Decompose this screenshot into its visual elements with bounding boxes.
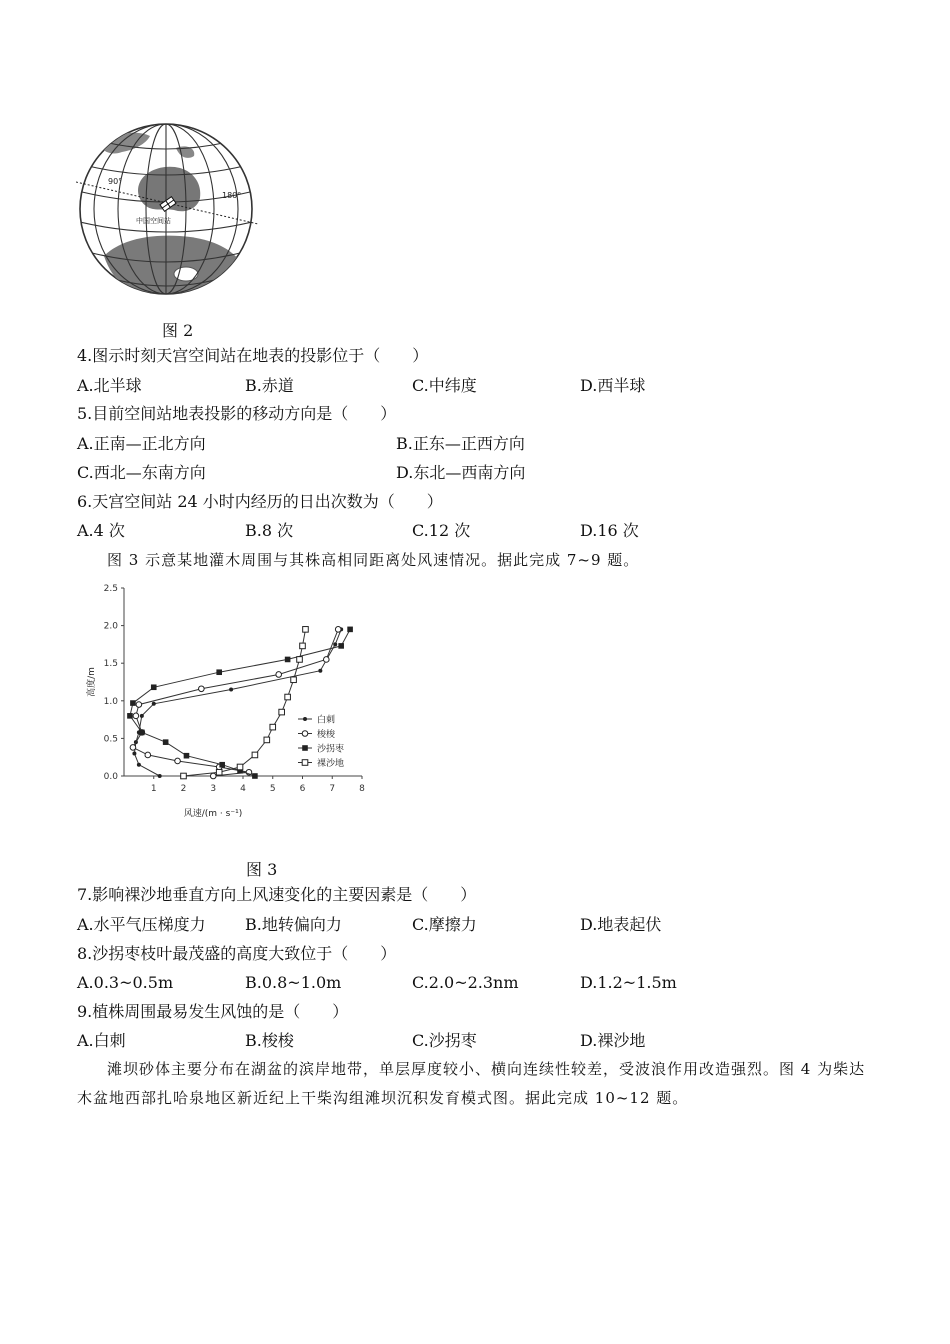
- x-tick-label: 4: [240, 784, 246, 794]
- q9-stem: 9.植株周围最易发生风蚀的是（ ）: [77, 1002, 349, 1021]
- q6-option-c: C.12 次: [412, 521, 471, 540]
- q9-option-c: C.沙拐枣: [412, 1031, 477, 1050]
- q7-option-a: A.水平气压梯度力: [77, 915, 206, 934]
- series-line-3: [184, 629, 306, 776]
- y-tick-label: 1.5: [103, 659, 118, 670]
- data-point: [145, 752, 151, 758]
- q7-option-b: B.地转偏向力: [245, 915, 342, 934]
- data-point: [291, 677, 297, 683]
- x-tick-label: 1: [150, 784, 157, 794]
- data-point: [300, 643, 306, 649]
- data-point: [252, 773, 258, 779]
- q5-option-b: B.正东—正西方向: [396, 434, 525, 453]
- legend-marker-1: [302, 731, 308, 737]
- intro-10-12: 滩坝砂体主要分布在湖盆的滨岸地带，单层厚度较小、横向连续性较差，受波浪作用改造强烈。图 4 为柴达木盆地西部扎哈泉地区新近纪上干柴沟组滩坝沉积发育模式图。据此完成 10~12 题。: [77, 1060, 866, 1107]
- data-point: [318, 669, 322, 673]
- q4-option-d: D.西半球: [580, 376, 646, 395]
- series-line-1: [133, 629, 338, 776]
- q7-option-c: C.摩擦力: [412, 915, 477, 934]
- legend-label-1: 梭梭: [317, 730, 336, 740]
- q4-option-b: B.赤道: [245, 376, 294, 395]
- q6-option-a: A.4 次: [77, 521, 125, 540]
- globe-label-90: 90°: [108, 177, 123, 186]
- q6-stem: 6.天宫空间站 24 小时内经历的日出次数为（ ）: [77, 492, 443, 511]
- legend-marker-0: [303, 717, 307, 721]
- data-point: [270, 724, 276, 730]
- x-tick-label: 6: [299, 784, 306, 794]
- data-point: [163, 739, 169, 745]
- data-point: [175, 758, 181, 764]
- x-tick-label: 5: [269, 784, 276, 794]
- data-point: [333, 642, 337, 646]
- globe-illustration: [76, 122, 258, 300]
- y-axis-label: 高度/m: [87, 667, 97, 697]
- q5-option-a: A.正南—正北方向: [77, 434, 206, 453]
- data-point: [252, 752, 258, 758]
- globe-label-180: 180°: [222, 191, 242, 200]
- x-tick-label: 3: [210, 784, 217, 794]
- q5-stem: 5.目前空间站地表投影的移动方向是（ ）: [77, 404, 397, 423]
- data-point: [237, 764, 243, 770]
- q4-option-a: A.北半球: [77, 376, 142, 395]
- y-tick-label: 1.0: [103, 696, 118, 707]
- legend-label-3: 裸沙地: [317, 759, 345, 769]
- data-point: [136, 702, 142, 708]
- series-0: [132, 627, 343, 778]
- data-point: [158, 774, 162, 778]
- data-point: [303, 627, 309, 633]
- q4-option-c: C.中纬度: [412, 376, 477, 395]
- q4-stem: 4.图示时刻天宫空间站在地表的投影位于（ ）: [77, 346, 429, 365]
- q8-option-b: B.0.8~1.0m: [245, 973, 342, 992]
- data-point: [276, 672, 282, 678]
- data-point: [264, 737, 270, 743]
- q8-option-c: C.2.0~2.3nm: [412, 973, 519, 992]
- data-point: [139, 730, 145, 736]
- data-point: [285, 694, 291, 700]
- q6-option-b: B.8 次: [245, 521, 294, 540]
- data-point: [347, 627, 353, 633]
- q9-option-b: B.梭梭: [245, 1031, 294, 1050]
- legend-marker-3: [302, 760, 308, 766]
- legend-label-0: 白刺: [317, 715, 336, 726]
- q9-option-a: A.白刺: [77, 1031, 126, 1050]
- data-point: [229, 688, 233, 692]
- y-tick-label: 2.5: [103, 584, 118, 594]
- data-point: [338, 643, 344, 649]
- figure3-caption: 图 3: [246, 860, 278, 879]
- globe-figure: [76, 122, 258, 300]
- wind-speed-chart: [80, 576, 380, 826]
- x-axis-label: 风速/(m · s⁻¹): [183, 809, 243, 819]
- series-3: [181, 627, 309, 779]
- q8-option-d: D.1.2~1.5m: [580, 973, 677, 992]
- y-tick-label: 0.5: [103, 734, 118, 745]
- q8-option-a: A.0.3~0.5m: [77, 973, 174, 992]
- y-tick-label: 0.0: [103, 772, 118, 782]
- legend-marker-2: [302, 745, 308, 751]
- figure2-caption: 图 2: [162, 321, 194, 340]
- data-point: [181, 773, 187, 779]
- data-point: [324, 657, 330, 663]
- data-point: [184, 753, 190, 759]
- data-point: [127, 713, 133, 719]
- data-point: [137, 763, 141, 767]
- series-line-0: [134, 629, 341, 776]
- data-point: [133, 713, 139, 719]
- data-point: [130, 745, 136, 751]
- data-point: [297, 657, 303, 663]
- data-point: [216, 669, 222, 675]
- data-point: [216, 769, 222, 775]
- q9-option-d: D.裸沙地: [580, 1031, 646, 1050]
- data-point: [151, 684, 157, 690]
- legend-label-2: 沙拐枣: [317, 744, 345, 755]
- intro-7-9: 图 3 示意某地灌木周围与其株高相同距离处风速情况。据此完成 7~9 题。: [107, 551, 640, 569]
- x-tick-label: 8: [359, 784, 365, 794]
- q5-option-d: D.东北—西南方向: [396, 463, 526, 482]
- wind-speed-chart-svg: [80, 576, 380, 826]
- q7-stem: 7.影响裸沙地垂直方向上风速变化的主要因素是（ ）: [77, 885, 477, 904]
- x-tick-label: 2: [180, 784, 187, 794]
- q6-option-d: D.16 次: [580, 521, 639, 540]
- q8-stem: 8.沙拐枣枝叶最茂盛的高度大致位于（ ）: [77, 944, 397, 963]
- data-point: [199, 686, 205, 692]
- data-point: [132, 751, 136, 755]
- q7-option-d: D.地表起伏: [580, 915, 662, 934]
- q5-option-c: C.西北—东南方向: [77, 463, 206, 482]
- data-point: [140, 714, 144, 718]
- data-point: [335, 627, 341, 633]
- data-point: [285, 657, 291, 663]
- y-tick-label: 2.0: [103, 621, 118, 632]
- data-point: [130, 700, 136, 706]
- globe-label-station: 中国空间站: [136, 217, 171, 225]
- x-tick-label: 7: [329, 784, 336, 794]
- data-point: [219, 762, 225, 768]
- data-point: [210, 773, 216, 779]
- data-point: [279, 709, 285, 715]
- data-point: [152, 702, 156, 706]
